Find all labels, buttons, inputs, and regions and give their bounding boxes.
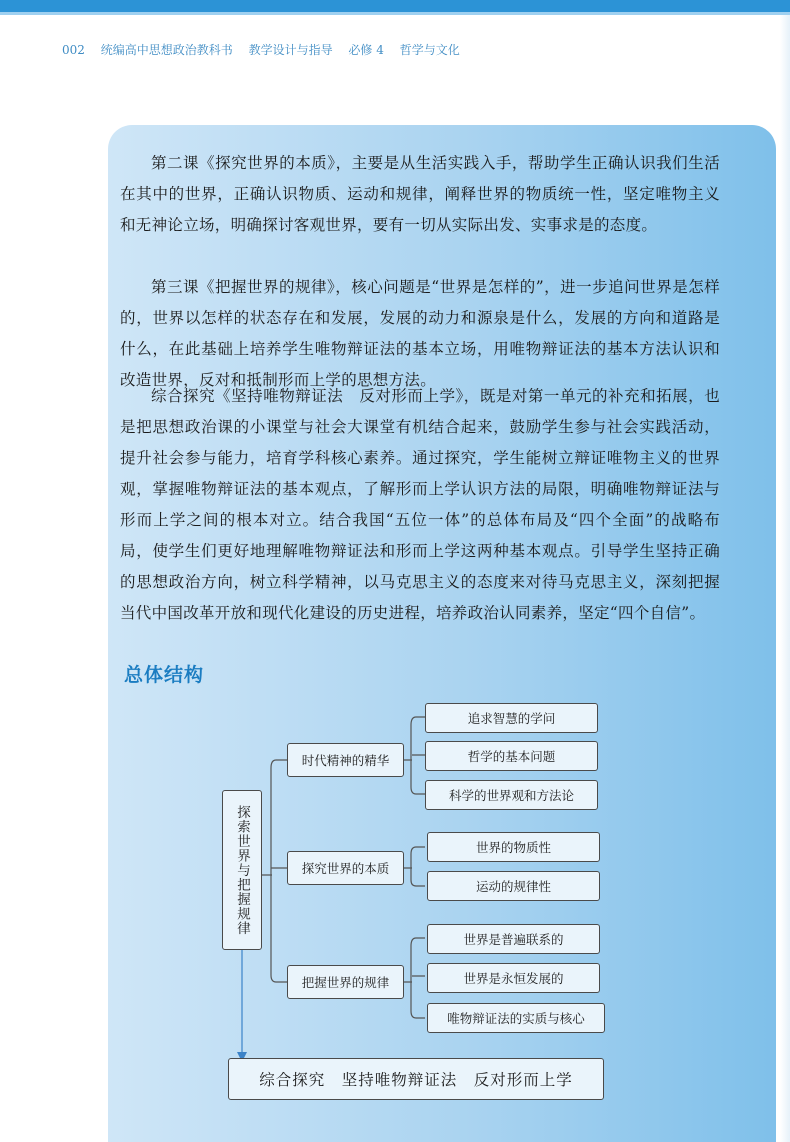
paragraph-lesson-2: 第二课《探究世界的本质》，主要是从生活实践入手，帮助学生正确认识我们生活在其中的世界，正确认识物质、运动和规律，阐释世界的物质统一性，坚定唯物主义和无神论立场，明确探讨客观世界，要有一切从实际出发、实事求是的态度。 (120, 154, 720, 234)
paragraph-comprehensive-inquiry: 综合探究《坚持唯物辩证法 反对形而上学》，既是对第一单元的补充和拓展，也是把思想政治课的小课堂与社会大课堂有机结合起来，鼓励学生参与社会实践活动，提升社会参与能力，培育学科核心素养。通过探究，学生能树立辩证唯物主义的世界观，掌握唯物辩证法的基本观点，了解形而上学认识方法的局限，明确唯物辩证法与形而上学之间的根本对立。结合我国“五位一体”的总体布局及“四个全面”的战略布局，使学生们更好地理解唯物辩证法和形而上学这两种基本观点。引导学生坚持正确的思想政治方向，树立科学精神，以马克思主义的态度来对待马克思主义，深刻把握当代中国改革开放和现代化建设的历史进程，培养政治认同素养，坚定“四个自信”。 (120, 387, 720, 622)
leaf-box: 唯物辩证法的实质与核心 (427, 1003, 605, 1033)
branch-box-1: 时代精神的精华 (287, 743, 404, 777)
diagram-root-box: 探索世界与把握规律 (222, 790, 262, 950)
leaf-box: 世界是普遍联系的 (427, 924, 600, 954)
paragraph-lesson-3: 第三课《把握世界的规律》，核心问题是“世界是怎样的”，进一步追问世界是怎样的，世界以怎样的状态存在和发展，发展的动力和源泉是什么，发展的方向和道路是什么，在此基础上培养学生唯物辩证法的基本立场，用唯物辩证法的基本方法认识和改造世界，反对和抵制形而上学的思想方法。 (120, 278, 720, 389)
leaf-box: 世界是永恒发展的 (427, 963, 600, 993)
section-title: 总体结构 (124, 664, 205, 686)
leaf-box: 运动的规律性 (427, 871, 600, 901)
leaf-box: 追求智慧的学问 (425, 703, 598, 733)
guide-title: 教学设计与指导 (248, 43, 333, 57)
subject-label: 哲学与文化 (399, 43, 460, 57)
bottom-inquiry-box: 综合探究 坚持唯物辩证法 反对形而上学 (228, 1058, 604, 1100)
leaf-box: 科学的世界观和方法论 (425, 780, 598, 810)
leaf-box: 哲学的基本问题 (425, 741, 598, 771)
book-title: 统编高中思想政治教科书 (100, 43, 233, 57)
branch-box-2: 探究世界的本质 (287, 851, 404, 885)
branch-box-3: 把握世界的规律 (287, 965, 404, 999)
leaf-box: 世界的物质性 (427, 832, 600, 862)
volume-label: 必修 4 (348, 43, 384, 57)
page-number: 002 (62, 43, 85, 57)
